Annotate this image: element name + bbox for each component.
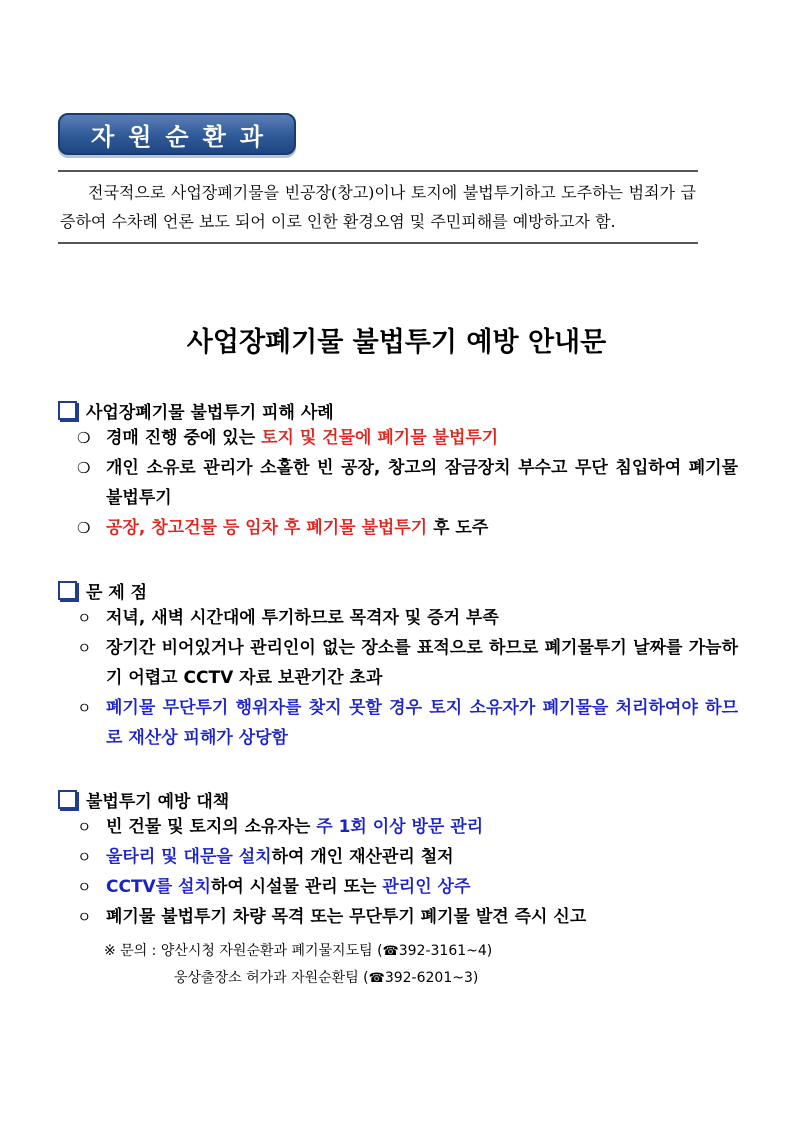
list-item xyxy=(58,603,748,633)
item-text: 하여 개인 재산관리 철저 xyxy=(271,847,454,867)
square-bullet-icon xyxy=(58,401,77,420)
circle-bullet-icon: ㅇ xyxy=(77,878,92,896)
contact-mark: ※ 문의 : xyxy=(104,943,161,959)
section-heading xyxy=(58,786,748,812)
item-text: 개인 소유로 관리가 소홀한 빈 공장, 창고의 잠금장치 부수고 무단 침입하여 폐기물 불법투기 xyxy=(106,458,738,508)
item-highlight: 관리인 상주 xyxy=(382,877,471,897)
section-heading-text: 사업장폐기물 불법투기 피해 사례 xyxy=(86,402,334,423)
intro-box xyxy=(58,170,698,244)
phone-icon: ☎ xyxy=(368,971,385,986)
item-text: 하여 시설물 관리 또는 xyxy=(210,877,383,897)
item-highlight: 폐기물 무단투기 행위자를 찾지 못할 경우 토지 소유자가 폐기물을 처리하여야 하므로 재산상 피해가 상당함 xyxy=(106,698,738,748)
item-highlight: 주 1회 이상 방문 관리 xyxy=(316,817,484,837)
item-highlight: 토지 및 건물에 폐기물 불법투기 xyxy=(261,428,499,448)
item-text: 폐기물 불법투기 차량 목격 또는 무단투기 폐기물 발견 즉시 신고 xyxy=(106,907,587,927)
item-text: 저녁, 새벽 시간대에 투기하므로 목격자 및 증거 부족 xyxy=(106,608,499,628)
item-text: 장기간 비어있거나 관리인이 없는 장소를 표적으로 하므로 폐기물투기 날짜를 가늠하기 어렵고 CCTV 자료 보관기간 초과 xyxy=(106,638,738,688)
square-bullet-icon xyxy=(58,581,77,600)
list-item xyxy=(58,633,748,693)
contact-line-2 xyxy=(104,965,492,992)
circle-bullet-icon: ❍ xyxy=(77,429,91,447)
section-prevention xyxy=(58,786,748,932)
circle-bullet-icon: ㅇ xyxy=(77,639,92,657)
contact-info xyxy=(104,938,492,992)
item-text: 빈 건물 및 토지의 소유자는 xyxy=(106,817,317,837)
contact-org: 웅상출장소 허가과 자원순환팀 ( xyxy=(174,970,369,986)
square-bullet-icon xyxy=(58,790,77,809)
phone-icon: ☎ xyxy=(382,944,399,959)
list-item xyxy=(58,453,748,513)
list-item xyxy=(58,842,748,872)
circle-bullet-icon: ㅇ xyxy=(77,609,92,627)
list-item xyxy=(58,423,748,453)
contact-org: 양산시청 자원순환과 폐기물지도팀 ( xyxy=(160,943,383,959)
list-item xyxy=(58,902,748,932)
list-item xyxy=(58,513,748,543)
section-problems xyxy=(58,577,748,753)
list-item xyxy=(58,812,748,842)
circle-bullet-icon: ㅇ xyxy=(77,818,92,836)
contact-phone: 392-6201~3) xyxy=(384,970,479,986)
circle-bullet-icon: ❍ xyxy=(77,519,91,537)
list-item xyxy=(58,872,748,902)
circle-bullet-icon: ㅇ xyxy=(77,848,92,866)
list-item xyxy=(58,693,748,753)
section-damage-cases xyxy=(58,397,748,543)
contact-line-1 xyxy=(104,938,492,965)
section-heading xyxy=(58,577,748,603)
item-highlight: 공장, 창고건물 등 임차 후 폐기물 불법투기 xyxy=(106,518,428,538)
intro-text: 전국적으로 사업장폐기물을 빈공장(창고)이나 토지에 불법투기하고 도주하는 범죄가 급증하여 수차례 언론 보도 되어 이로 인한 환경오염 및 주민피해를 예방하고자 함. xyxy=(60,183,696,231)
section-heading-text: 문 제 점 xyxy=(86,582,148,603)
item-text: 경매 진행 중에 있는 xyxy=(106,428,262,448)
section-heading xyxy=(58,397,748,423)
item-highlight: CCTV를 설치 xyxy=(106,877,211,897)
circle-bullet-icon: ㅇ xyxy=(77,908,92,926)
department-badge xyxy=(58,113,296,155)
item-text: 후 도주 xyxy=(427,518,489,538)
circle-bullet-icon: ㅇ xyxy=(77,699,92,717)
department-name: 자원순환과 xyxy=(91,122,277,151)
section-heading-text: 불법투기 예방 대책 xyxy=(86,791,230,812)
item-highlight: 울타리 및 대문을 설치 xyxy=(106,847,272,867)
document-title: 사업장폐기물 불법투기 예방 안내문 xyxy=(186,327,607,358)
contact-phone: 392-3161~4) xyxy=(398,943,493,959)
circle-bullet-icon: ❍ xyxy=(77,459,91,477)
